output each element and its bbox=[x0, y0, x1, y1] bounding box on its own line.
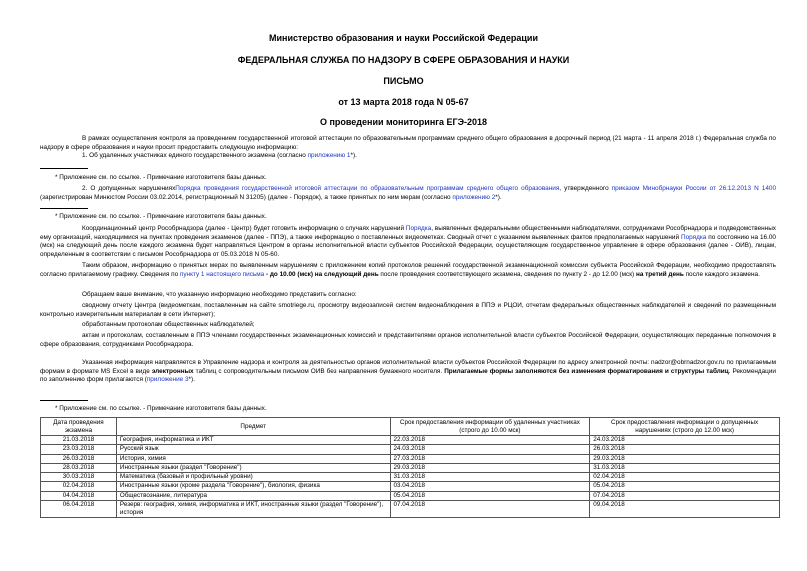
exam-date-cell: 02.04.2018 bbox=[41, 482, 117, 491]
schedule-table bbox=[40, 417, 780, 518]
link-procedure[interactable]: Порядка bbox=[405, 225, 432, 232]
violations-deadline-cell: 02.04.2018 bbox=[590, 473, 780, 482]
exam-date-cell: 21.03.2018 bbox=[41, 436, 117, 445]
violations-deadline-cell: 29.03.2018 bbox=[590, 454, 780, 463]
footnote: * Приложение см. по ссылке. - Примечание изготовителя базы данных. bbox=[55, 213, 267, 220]
paragraph-protocols: обработанным протоколам общественных наблюдателей; bbox=[82, 321, 255, 328]
paragraph-acts: актам и протоколам, составленным в ППЭ членами государственных экзаменационных комиссий и представителями органов исполнительной власти субъектов Российской Федерации, осуществляющих переданные полномочия в сфере образования, сотрудниками Рособрнадзора. bbox=[40, 332, 776, 348]
subject-cell: Иностранные языки (кроме раздела "Говорение"), биология, физика bbox=[116, 482, 390, 491]
paragraph-item-2: 2. О допущенных нарушенияхПорядка проведения государственной итоговой аттестации по образовательным программам среднего общего образования, утвержденного приказом Минобрнауки России от 26.12.2013 N 1400 (зарегистрирован Минюстом России 03.02.2014, регистрационный N 31205) (далее - Порядок), а также принятых по ним мерам (согласно приложению 2*). bbox=[40, 185, 777, 201]
removed-deadline-cell: 05.04.2018 bbox=[390, 491, 590, 500]
subject-cell: Резерв: география, химия, информатика и ИКТ, иностранные языки (раздел "Говорение"), история bbox=[116, 501, 390, 518]
subject-cell: Русский язык bbox=[116, 445, 390, 454]
table-row bbox=[41, 454, 780, 463]
table-row bbox=[41, 473, 780, 482]
removed-deadline-cell: 31.03.2018 bbox=[390, 473, 590, 482]
link-appendix-2[interactable]: приложению 2 bbox=[452, 193, 496, 201]
removed-deadline-cell: 22.03.2018 bbox=[390, 436, 590, 445]
column-header-exam-date: Дата проведения экзамена bbox=[41, 418, 117, 436]
exam-date-cell: 04.04.2018 bbox=[41, 491, 117, 500]
subject-cell: Иностранные языки (раздел "Говорение") bbox=[116, 463, 390, 472]
paragraph-intro: В рамках осуществления контроля за проведением государственной итоговой аттестации по образовательным программам среднего общего образования в досрочный период (21 марта - 11 апреля 2018 г.) Федеральная служба по надзору в сфере образования и науки просит предоставить следующую информацию: bbox=[40, 135, 776, 151]
link-item-1[interactable]: пункту 1 настоящего письма bbox=[179, 270, 265, 278]
paragraph-submission: Указанная информация направляется в Управление надзора и контроля за деятельностью органов исполнительной власти субъектов Российской Федерации по адресу электронной почты: nadzor@obrnadzor.gov.ru по прилагаемым формам в формате MS Excel в виде электронных таблиц с сопроводительным письмом ОИВ без направления бумажного носителя. Прилагаемые формы заполняются без изменения форматирования и структуры таблиц. Рекомендации по заполнению форм прилагаются (приложение 3*). bbox=[40, 359, 776, 384]
footnote: * Приложение см. по ссылке. - Примечание изготовителя базы данных. bbox=[55, 174, 267, 181]
footnote-divider bbox=[40, 400, 88, 401]
removed-deadline-cell: 27.03.2018 bbox=[390, 454, 590, 463]
removed-deadline-cell: 29.03.2018 bbox=[390, 463, 590, 472]
table-row bbox=[41, 445, 780, 454]
removed-deadline-cell: 24.03.2018 bbox=[390, 445, 590, 454]
subject-cell: Обществознание, литература bbox=[116, 491, 390, 500]
link-procedure[interactable]: Порядка bbox=[681, 233, 707, 241]
table-header-row bbox=[41, 418, 780, 436]
subject-cell: Математика (базовый и профильный уровни) bbox=[116, 473, 390, 482]
exam-date-cell: 06.04.2018 bbox=[41, 501, 117, 518]
column-header-removed-deadline: Срок предоставления информации об удаленных участниках (строго до 10.00 мск) bbox=[390, 418, 590, 436]
link-appendix-3[interactable]: приложение 3 bbox=[146, 376, 189, 384]
column-header-subject: Предмет bbox=[116, 418, 390, 436]
table-row bbox=[41, 482, 780, 491]
table-row bbox=[41, 501, 780, 518]
document-type: ПИСЬМО bbox=[383, 76, 424, 86]
subject-cell: География, информатика и ИКТ bbox=[116, 436, 390, 445]
paragraph-attention: Обращаем ваше внимание, что указанную информацию необходимо представить согласно: bbox=[82, 291, 357, 298]
exam-date-cell: 26.03.2018 bbox=[41, 454, 117, 463]
exam-date-cell: 28.03.2018 bbox=[41, 463, 117, 472]
table-row bbox=[41, 491, 780, 500]
exam-date-cell: 30.03.2018 bbox=[41, 473, 117, 482]
table-row bbox=[41, 436, 780, 445]
violations-deadline-cell: 24.03.2018 bbox=[590, 436, 780, 445]
link-order-1400[interactable]: приказом Минобрнауки России от 26.12.2013 N 1400 bbox=[611, 185, 777, 192]
removed-deadline-cell: 07.04.2018 bbox=[390, 501, 590, 518]
removed-deadline-cell: 03.04.2018 bbox=[390, 482, 590, 491]
paragraph-item-1: 1. Об удаленных участниках единого государственного экзамена (согласно приложению 1*). bbox=[82, 152, 357, 159]
subject-cell: История, химия bbox=[116, 454, 390, 463]
violations-deadline-cell: 26.03.2018 bbox=[590, 445, 780, 454]
violations-deadline-cell: 05.04.2018 bbox=[590, 482, 780, 491]
violations-deadline-cell: 09.04.2018 bbox=[590, 501, 780, 518]
document-date-number: от 13 марта 2018 года N 05-67 bbox=[338, 97, 469, 107]
service-title: ФЕДЕРАЛЬНАЯ СЛУЖБА ПО НАДЗОРУ В СФЕРЕ ОБРАЗОВАНИЯ И НАУКИ bbox=[237, 55, 570, 65]
footnote-divider bbox=[40, 168, 88, 169]
column-header-violations-deadline: Срок предоставления информации о допущенных нарушениях (строго до 12.00 мск) bbox=[590, 418, 780, 436]
footnote-divider bbox=[40, 208, 88, 209]
link-appendix-1[interactable]: приложению 1 bbox=[307, 152, 351, 159]
ministry-title: Министерство образования и науки Российской Федерации bbox=[269, 33, 538, 43]
link-procedure[interactable]: Порядка проведения государственной итоговой аттестации по образовательным программам среднего общего образования bbox=[175, 185, 560, 192]
exam-date-cell: 23.03.2018 bbox=[41, 445, 117, 454]
violations-deadline-cell: 07.04.2018 bbox=[590, 491, 780, 500]
document-subject: О проведении мониторинга ЕГЭ-2018 bbox=[319, 117, 488, 127]
table-row bbox=[41, 463, 780, 472]
paragraph-center: Координационный центр Рособрнадзора (далее - Центр) будет готовить информацию о случаях нарушений Порядка, выявленных федеральными общественными наблюдателями, сотрудниками Рособрнадзора и подведомственных ему организаций, находящимися на пунктах проведения экзаменов (далее - ППЭ), а также информацию о поставленных видеометках. Сводный отчет с указанием выявленных фактов предполагаемых нарушений Порядка по состоянию на 16.00 (мск) на следующий день после каждого экзамена будет направляться Центром в органы исполнительной власти субъектов Российской Федерации, осуществляющие государственное управление в сфере образования (далее - ОИВ), лицам, определенным в соответствии с письмом Рособрнадзора от 05.03.2018 N 05-60. bbox=[40, 225, 776, 258]
violations-deadline-cell: 31.03.2018 bbox=[590, 463, 780, 472]
paragraph-report: сводному отчету Центра (видеометкам, поставленным на сайте smotriege.ru, просмотру видеозаписей систем видеонаблюдения в ППЭ и РЦОИ, отчетам федеральных общественных наблюдателей и сведений по размещенным контрольно измерительным материалам в сети Интернет); bbox=[40, 302, 776, 318]
footnote: * Приложение см. по ссылке. - Примечание изготовителя базы данных. bbox=[55, 405, 267, 412]
paragraph-deadlines: Таким образом, информацию о принятых мерах по выявленным нарушениям с приложением копий протоколов решений государственной экзаменационной комиссии субъекта Российской Федерации, необходимо предоставлять согласно прилагаемому графику. Сведения по пункту 1 настоящего письма - до 10.00 (мск) на следующий день после проведения соответствующего экзамена, сведения по пункту 2 - до 12.00 (мск) на третий день после каждого экзамена. bbox=[40, 262, 776, 278]
